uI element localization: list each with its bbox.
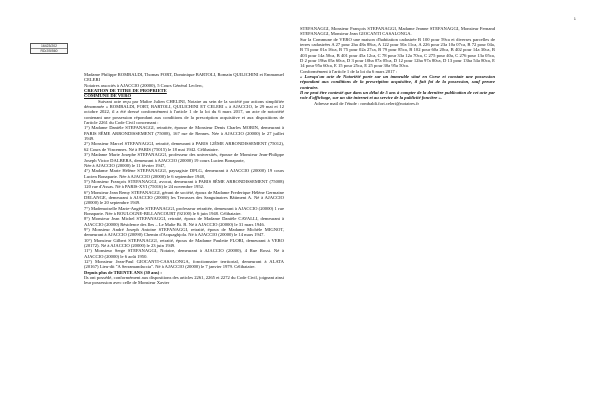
left-column	[84, 26, 284, 286]
registration-stamp	[30, 43, 68, 54]
notice-header	[84, 72, 284, 99]
law-quote	[300, 74, 495, 101]
party-12: 12°) Monsieur Jean-Paul GIOCANTI-CASALONGA, fonctionnaire territorial, demeurant à ALATA (20167) Lieu-dit "A Serramandaccia". Né à AJACCIO (20000) le 7 janvier 1979. Célibataire.	[84, 259, 284, 270]
property-description: Sur la Commune de VERO une maison d'habitation cadastrée B 100 pour 59ca et diverses parcelles de terres cadastrées A 27 pour 2ha 48a 88ca, A 122 pour 50a 11ca, A 226 pour 23a 10a 07ca, B 72 pour 04a, B 73 pour 01a 16ca, B 75 pour 02a 27ca, B 79 pour 85ca, B 102 pour 60a 20ca, B 402 pour 14a 30ca, B 403 pour 14a 50ca, B 401 pour 45a 12ca, C 78 pour 33a 12a 70ca, C 275 pour 40a, C 276 pour 13a 05ca, D 2 pour 19ha 05a 60ca, D 3 pour 10ha 07a 05ca, D 12 pour 12ha 97a 80ca, D 13 pour 13ha 54a 80ca, E 14 pour 95a 60ca, E 15 pour 25ca, E 25 pour 30a 95a 50ca.	[300, 36, 495, 69]
party-4: 4°) Madame Marie Hélène STEFANAGGI, paysagiste DPLG, demeurant à AJACCIO (20000) 19 cours Lucien Bonaparte. Née à AJACCIO (20000) le 6 septembre 1948,	[84, 168, 284, 179]
stamp-line-2: RD/J/5/560	[40, 49, 58, 54]
page-number: 1	[573, 16, 576, 21]
party-2: 2°) Monsieur Marcel STEFANAGGI, retraité, demeurant à PARIS 12ÈME ARRONDISSEMENT (75012), 62 Cours de Vincennes. Né à PARIS (75015) le 18 mai 1942. Célibataire.	[84, 141, 284, 152]
party-5: 5°) Monsieur François STEFANAGGI, avocat, demeurant à PARIS 8ÈME ARRONDISSEMENT (75008) 120 rue d'Assas. Né à PARIS-XVI (75016) le 24 novembre 1952.	[84, 178, 284, 190]
notice-title: CREATION DE TITRE DE PROPRIETE	[84, 88, 167, 94]
party-10: 10°) Monsieur Gilbert STEFANAGGI, retraité, époux de Madame Paulette FLORI, demeurant à VERO (20172). Né à AJACCIO (20000) le 23 juin 1949.	[84, 237, 284, 248]
right-column	[300, 26, 495, 106]
party-3: 3°) Madame Marie Josephe STEFANAGGI, professeur des universités, épouse de Monsieur Jean-Philippe Joseph Victor DALBERA, demeurant à AJACCIO (20000) 19 cours Lucien Bonaparte,	[84, 152, 284, 163]
possession-intro: Ils ont possédé, conformément aux dispositions des articles 2261, 2265 et 2272 du Code Civil, joignant ainsi leur possession avec celle de Monsieur Xavier	[84, 275, 284, 286]
law-quote-paragraph-2: Il ne peut être contesté que dans un délai de 5 ans à compter de la dernière publication de cet acte par voie d'affichage, sur un site internet et au service de la publicité foncière ».	[300, 90, 495, 101]
party-11: 11°) Monsieur Serge STEFANAGGI, Notaire, demeurant à AJACCIO (20000), 4 Rue Rossi. Né à AJACCIO (20000) le 6 août 1950.	[84, 248, 284, 259]
party-7: 7°) Mademoiselle Marie-Angèle STEFANAGGI, professeur retraitée, demeurant à AJACCIO (20000) 1 rue Bonaparte. Née à BOULOGNE-BILLANCOURT (92100) le 6 juin 1948. Célibataire.	[84, 205, 284, 216]
law-reference: Conformément à l'article 1 de la loi du 6 mars 2017 :	[300, 68, 398, 74]
party-9: 9°) Monsieur André Joseph Antoine STEFANAGGI, retraité, époux de Madame Michèle MIGNOT, demeurant à AJACCIO (20090) Chemin d'Acquaghjola. Né à AJACCIO (20000) le 14 mars 1947.	[84, 226, 284, 238]
previous-owners: STEFANAGGI, Monsieur François STEFANAGGI, Madame Jeanne STEFANAGGI, Monsieur Fernand STEFANAGGI, Monsieur Jean GIOCANTI CASALONGA.	[300, 26, 495, 37]
party-1: 1°) Madame Danièle STEFANAGGI, retraitée, épouse de Monsieur Denis Charles MORIN, demeurant à PARIS 8ÈME ARRONDISSEMENT (75008), 167 rue de Rennes. Née à AJACCIO (20000) le 27 juillet 1949.	[84, 125, 284, 142]
commune-name: COMMUNE DE VERO	[84, 93, 132, 99]
notaries-names: Madame Philippe ROMBALDI, Thomas FORT, Dominique BARTOLI, Romain QUILICHINI et Emmanuel CELERI	[84, 72, 284, 83]
party-8: 8°) Monsieur Jean Michel STEFANAGGI, retraité, époux de Madame Danièle CAVALLI, demeurant à AJACCIO (20000) Résidence des Iles – Le Malte Bt. B. Né à AJACCIO (20000) le 31 mars 1946.	[84, 216, 284, 227]
stamp-line-1: 16423/202	[31, 44, 67, 49]
intro-paragraph: Suivant acte reçu par Maître Julien CHELINI, Notaire au sein de la société par actions simplifiée dénommée « ROMBALDI, FORT, BARTOLI, QUILICHINI ET CELERI » à AJACCIO, le 29 mai et 12 octobre 2022, il a été dressé conformément à l'article 1 de la loi du 6 mars 2017, un acte de notoriété contenant une possession répondant aux conditions de la prescription acquisitive et aux dispositions de l'article 2261 du Code Civil concernant :	[84, 98, 284, 126]
office-email: Adresse mail de l'étude : rombaldi.fort.celeri@notaires.fr	[314, 100, 420, 106]
law-quote-paragraph-1: « Lorsqu'un acte de Notoriété porte sur un immeuble situé en Corse et constate une possession répondant aux conditions de la prescription acquisitive, il fait foi de la possession, sauf preuve contraire.	[300, 74, 495, 90]
possession-duration-heading: Depuis plus de TRENTE ANS (30 ans) :	[84, 269, 162, 275]
notary-office-address: Notaires associés à AJACCIO (20000), 5 Cours Général Leclerc,	[84, 82, 204, 88]
party-3-birth: Née à AJACCIO (20000) le 11 février 1947,	[84, 162, 166, 168]
party-6: 6°) Monsieur Jean Remy STEFANAGGI, gérant de société, époux de Madame Frederique Hélène Germaine DELANGE, demeurant à AJACCIO (20000) les Terrasses des Sanguinaires Bâtiment A. Né à AJACCIO (20000) le 20 septembre 1949.	[84, 189, 284, 206]
